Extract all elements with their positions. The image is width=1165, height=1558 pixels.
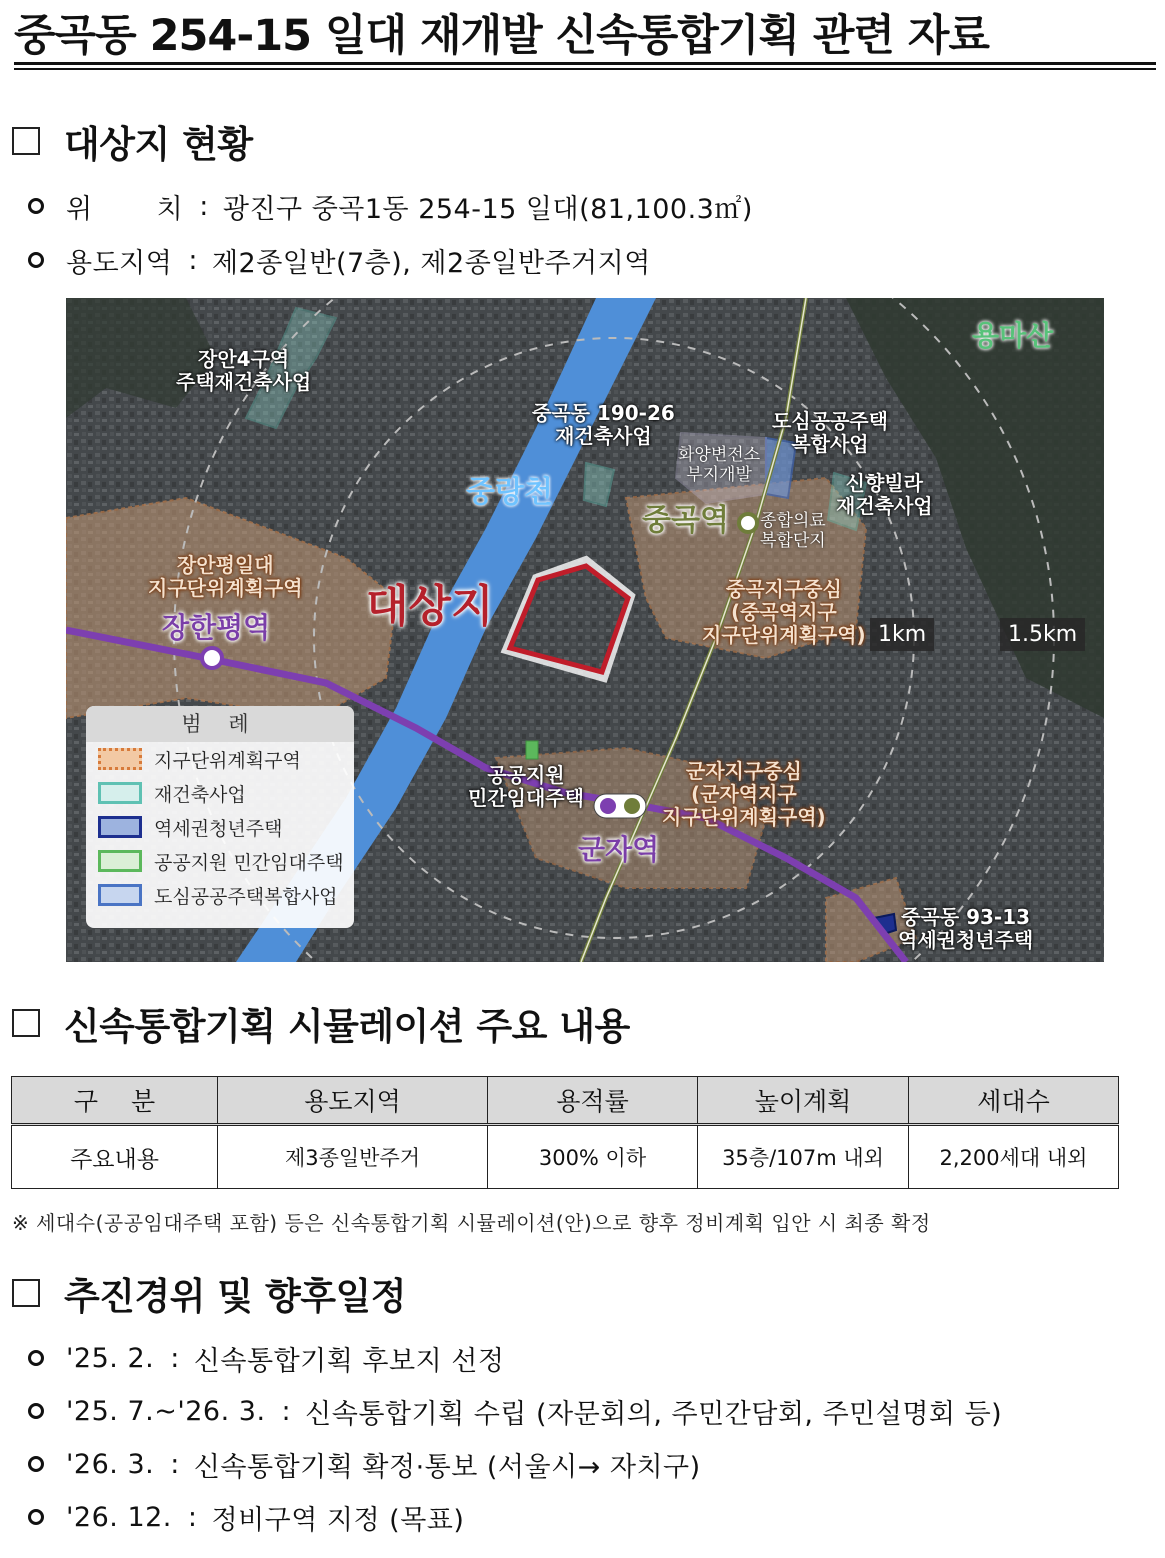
junggok-station-marker: [739, 514, 757, 532]
map-label-junggok-station: 중곡역: [642, 503, 729, 538]
legend-title: 범 례: [86, 706, 354, 742]
legend-item: [86, 776, 354, 810]
site-map: [66, 298, 1104, 962]
bullet-separator: :: [170, 1448, 180, 1480]
map-label-sinhyang: 신향빌라 재건축사업: [836, 471, 933, 518]
distance-label-1km: 1km: [870, 618, 934, 651]
table-header-cell: 용적률: [488, 1077, 698, 1125]
bullet-label: 용도지역: [66, 247, 173, 279]
table-header-cell: 세대수: [909, 1077, 1119, 1125]
map-label-janganpyeong: 장안평일대 지구단위계획구역: [148, 553, 303, 600]
map-label-junggok190: 중곡동 190-26 재건축사업: [532, 401, 675, 448]
checkbox-square-icon: [12, 127, 40, 155]
schedule-text: 정비구역 지정 (목표): [211, 1504, 465, 1536]
bullet-circle-icon: [28, 1350, 44, 1366]
table-cell: 주요내용: [12, 1125, 218, 1189]
legend-swatch: [98, 884, 142, 906]
section-heading-simulation: [12, 998, 630, 1048]
schedule-date: '26. 3.: [66, 1448, 155, 1480]
map-label-junggok9313: 중곡동 93-13 역세권청년주택: [898, 905, 1034, 952]
title-underline: [14, 62, 1156, 65]
legend-swatch: [98, 816, 142, 838]
bullet-separator: :: [281, 1395, 292, 1427]
schedule-item: [28, 1338, 504, 1378]
schedule-text: 신속통합기획 후보지 선정: [193, 1345, 505, 1377]
schedule-item: [28, 1391, 1002, 1431]
schedule-text: 신속통합기획 수립 (자문회의, 주민간담회, 주민설명회 등): [305, 1398, 1003, 1430]
map-label-jangan4: 장안4구역 주택재건축사업: [176, 347, 312, 394]
legend-label: 도심공공주택복합사업: [154, 885, 338, 908]
gunja-line7-dot: [624, 798, 640, 814]
schedule-date: '25. 7.~'26. 3.: [66, 1395, 266, 1427]
bullet-separator: :: [188, 244, 198, 276]
bullet-value: 광진구 중곡1동 254-15 일대(81,100.3㎡): [222, 193, 753, 225]
section-heading-text: 대상지 현황: [64, 123, 253, 166]
map-label-janghanpyeong-station: 장한평역: [162, 611, 271, 644]
bullet-circle-icon: [28, 1509, 44, 1525]
distance-label-1-5km: 1.5km: [1000, 618, 1085, 651]
table-footnote: ※ 세대수(공공임대주택 포함) 등은 신속통합기획 시뮬레이션(안)으로 향후 정비계획 입안 시 최종 확정: [12, 1211, 931, 1235]
map-label-gunja-station: 군자역: [578, 833, 660, 866]
bullet-separator: :: [187, 1501, 198, 1533]
simulation-table: [11, 1076, 1119, 1189]
legend-swatch: [98, 782, 142, 804]
legend-item: [86, 878, 354, 912]
bullet-label: 위 치: [66, 193, 184, 225]
schedule-item: [28, 1497, 464, 1537]
bullet-location: [28, 186, 753, 226]
map-label-yongmasan: 용마산: [972, 319, 1054, 352]
map-label-public-rental: 공공지원 민간임대주택: [468, 763, 584, 810]
map-label-hwayang: 화양변전소 부지개발: [678, 445, 761, 485]
table-cell: 35층/107m 내외: [698, 1125, 909, 1189]
title-underline-second: [14, 68, 1156, 70]
gunja-line5-dot: [600, 798, 616, 814]
bullet-circle-icon: [28, 1403, 44, 1419]
checkbox-square-icon: [12, 1009, 40, 1037]
janghanpyeong-station-marker: [202, 648, 222, 668]
schedule-date: '26. 12.: [66, 1501, 172, 1533]
legend-item: [86, 844, 354, 878]
legend-swatch: [98, 850, 142, 872]
table-header-cell: 용도지역: [218, 1077, 488, 1125]
map-label-jonghap: 종합의료 복합단지: [760, 511, 826, 551]
map-label-junggok-center: 중곡지구중심 (중곡역지구 지구단위계획구역): [702, 577, 866, 647]
schedule-text: 신속통합기획 확정·통보 (서울시→ 자치구): [193, 1451, 701, 1483]
bullet-circle-icon: [28, 252, 44, 268]
legend-label: 지구단위계획구역: [154, 749, 301, 772]
legend-item: [86, 810, 354, 844]
map-legend: [86, 706, 354, 928]
map-label-jungnangcheon: 중랑천: [466, 475, 553, 510]
table-cell: 제3종일반주거: [218, 1125, 488, 1189]
table-header-cell: 구 분: [12, 1077, 218, 1125]
table-row: [12, 1125, 1119, 1189]
legend-item: [86, 742, 354, 776]
table-header-cell: 높이계획: [698, 1077, 909, 1125]
schedule-date: '25. 2.: [66, 1342, 155, 1374]
bullet-separator: :: [170, 1342, 180, 1374]
public-rental-zone: [526, 741, 538, 759]
section-heading-schedule: [12, 1268, 406, 1318]
checkbox-square-icon: [12, 1279, 40, 1307]
table-cell: 2,200세대 내외: [909, 1125, 1119, 1189]
legend-label: 역세권청년주택: [154, 817, 283, 840]
bullet-value: 제2종일반(7층), 제2종일반주거지역: [211, 247, 651, 279]
bullet-circle-icon: [28, 1456, 44, 1472]
legend-label: 재건축사업: [154, 783, 246, 806]
document-title: 중곡동 254-15 일대 재개발 신속통합기획 관련 자료: [14, 11, 989, 61]
map-label-dosim: 도심공공주택 복합사업: [772, 409, 888, 456]
section-heading-text: 추진경위 및 향후일정: [64, 1275, 406, 1318]
table-cell: 300% 이하: [488, 1125, 698, 1189]
section-heading-site-status: [12, 116, 253, 166]
bullet-zoning: [28, 240, 651, 280]
legend-items: [86, 742, 354, 912]
section-heading-text: 신속통합기획 시뮬레이션 주요 내용: [64, 1005, 630, 1048]
schedule-item: [28, 1444, 701, 1484]
table-header-row: [12, 1077, 1119, 1125]
map-label-target: 대상지: [366, 581, 494, 632]
map-label-gunja-center: 군자지구중심 (군자역지구 지구단위계획구역): [662, 759, 826, 829]
bullet-separator: :: [199, 190, 209, 222]
legend-swatch: [98, 748, 142, 770]
legend-label: 공공지원 민간임대주택: [154, 851, 344, 874]
bullet-circle-icon: [28, 198, 44, 214]
